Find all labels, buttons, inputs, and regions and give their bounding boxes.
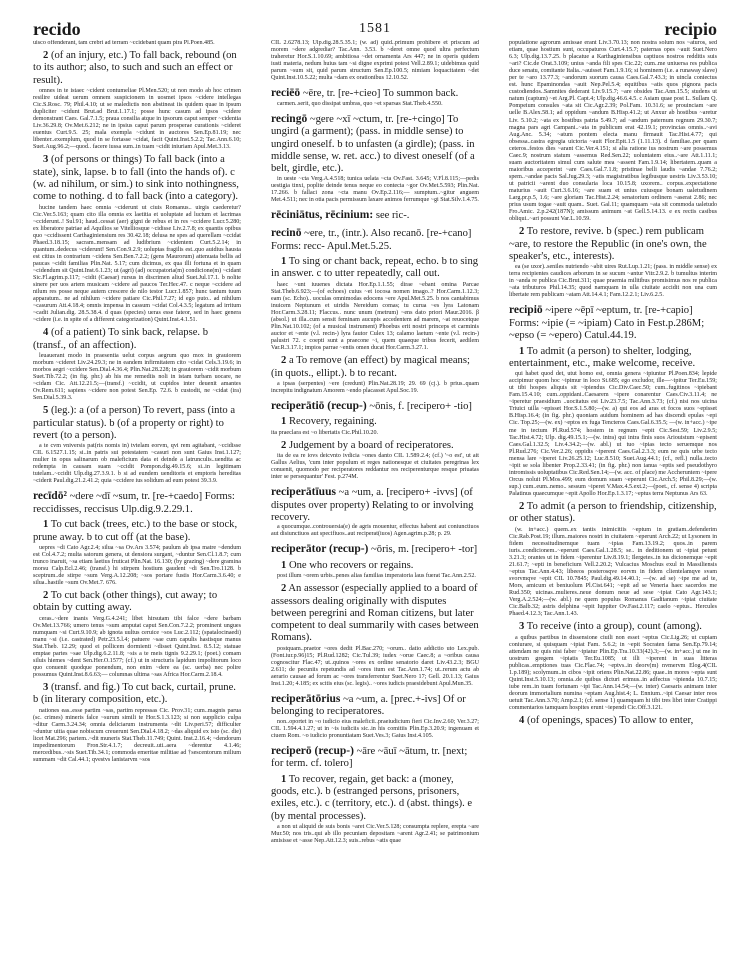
sense-text: To admit (a person) to shelter, lodging, entertainment, etc., make welcome, receive. [509, 345, 696, 369]
sense-text: (leg.): a (of a person) To revert, pass (into a particular status). b (of a property or right) to revert (to a person). [33, 405, 236, 441]
dictionary-entry-headword [271, 486, 479, 524]
sense-text: Judgement by a board of reciperatores. [288, 439, 454, 451]
citation-block: a te cvm vniversis pat(ris nomis in) tvtelam eorvm, qvi rem agitabant, ~ccidisse CIL 6.1527.1.15; si..in patris sui potestatem ~casuri non sunt Gaius Inst.1.127; mulier in opus salinarum ob maleficium data et deinde a latrunculis..uendita ac redempta in causam suam ~ccidit Pompon.dig.49.15.6; si..in legitimam tutelam..~ccidit Ulp.dig.27.3.9.1. b si ad eundem uenditoris et emptoris hereditas ~ciderit Paul.dig.21.2.41.2; quia ~ccidere ius solidum ad eum potest 39.3.9. [33, 443, 241, 485]
running-header [33, 15, 717, 39]
headword: rēciniātus, rēcinium: [271, 208, 374, 221]
sense-number: 3 [43, 154, 49, 166]
sense-text: An assessor (especially applied to a board of assessors dealing originally with disputes between peregrini and Roman citizens, but later competent to deal summarily with cases between Romans). [271, 583, 479, 644]
sense-text: (of openings, spaces) To allow to enter, [526, 715, 694, 727]
sense-number: 1 [281, 256, 287, 268]
dictionary-entry-headword [509, 304, 717, 342]
sense-number: 3 [519, 621, 525, 633]
entry-etymology: ~a ~um, a. [recipero+ -ivvs] (of disputes over property) Relating to or involving recovery. [271, 487, 474, 523]
sense-number: 5 [43, 405, 49, 417]
column-2 [271, 40, 479, 940]
column-3 [509, 40, 717, 940]
sense-number: 1 [43, 519, 49, 531]
sense-number: 2 [519, 226, 525, 238]
citation-block: ita de ea re iovs deicvnto ivdicia ~ones danto CIL 1.589.2.4; (cf.) '~o est', ut ait Gallus Aelius, 'cum inter populum et reges nationesque et ciuitates peregrinas lex conuenit, quomodo per reciperatores reddantur res reciperenturque resque priuatas inter se persequantur' Fest. p.274M. [271, 452, 479, 481]
citation-block: a quocumque..controuersia(e) de agris mouentur, effectus habent aut coniunctiuos aut disiunctiuos aut specifiuos..aut reciperat(iuos) Agen.agrim.p.28; p. 29. [271, 524, 479, 538]
sense-definition [509, 501, 717, 526]
sense-number: 1 [281, 773, 287, 785]
sense-number: 4 [43, 327, 49, 339]
sense-text: To restore, revive. b (spec.) rem publicam ~are, to restore the Republic (in one's own, the speaker's, etc., interests). [509, 226, 707, 262]
headword: recingō [271, 112, 308, 125]
citation-block: post illum ~orem urbis..penes alias familias imperatoria laus fuerat Tac.Ann.2.52. [277, 573, 476, 580]
dictionary-entry-headword [271, 209, 479, 222]
headword: reciperātōrius [271, 692, 341, 705]
sense-number: 1 [519, 345, 525, 357]
citation-block: leuauerant modo in praesentia uelut corpus aegrum quo mox in grauiorem morbum ~cideret Liv.24.29.3; ne in eandem infirmitatem cito ~cidat Cels.3.19.6; in morbos aegri ~ccidere Sen.Dial.4.36.4; Plin.Nat.28.228; in grauiorem ~cidit morbum Suet.Tib.72.2; (in fig. phr.) ab his me remediis noli in istam turbam uocare, ne ~cidam Cic. Att.12.21.5;—(transf.) ~ccidit, ut cupidos inter deuenit amantes Ov.Rem.611; sapiens ~cidere non potest Sen.Ep. 72.6. b custodit, ne ~cidat (ira) Sen.Dial.5.39.3. [33, 352, 241, 402]
sense-number: 2 [281, 583, 287, 595]
sense-text: (of persons or things) To fall back (into a state), sink, lapse. b to fall (into the hands of). c (w. ad nihilum, or sim.) to sink into nothingness, come to nothing. d to fall back (into a category). [33, 154, 239, 203]
citation-block: uepres ~di Cato Agr.2.4; silua ~sa Ov.Ars 3.574; paulum ab ipsa matre ~dendum est Col.4.7.2; multa satorum genera, ut densiora surgant, ~duntur Sen.Cl.1.8.7; cum trunco inaruit, ~sa etiam laetius fruticat Plin.Nat. 16.130; (by grazing) ~dere gramina morsu Calp.Ecl.2.46; (transf.) hi stirpem hostium gaudent ~di Sen.Tro.1128. b sceptrum..de stirpe ~sum Verg.A.12.208; ~sos portare fustis Hor.Carm.3.6.40; e silua..hastile ~sum Ov.Met.7. 676. [33, 544, 241, 587]
page-number: 1581 [359, 21, 391, 36]
entry-etymology: ~ōris, m. [recipero+ -tor] [371, 544, 478, 556]
headword: recīdō² [33, 490, 67, 503]
sense-definition [271, 440, 479, 452]
dictionary-entry-headword [271, 693, 479, 719]
sense-definition [33, 682, 241, 707]
sense-number: 2 [281, 355, 287, 367]
dictionary-entry-headword [271, 400, 479, 413]
sense-definition [509, 621, 717, 633]
citation-block: uisco offenderant, tam crebri ad terram ~ccidebant quam pira Pl.Poen.485. [33, 40, 215, 46]
citation-block: populatione agrorum amissae erant Liv.3.70.13; non nostra solum nos ~aturos, sed etiam, quae hostium sunt, occupaturos Curt.4.15.7; paternas opes ~auit Suet.Nero 6.3; Ulp.dig.13.7.25. b placatue a Karthaginiensibus captiuos nostros redditis suis ~ari? Cic.de Orat.3.109; unius ~anda fili spes Cic.22; cum..me uniuersa res publica duce senatu, comitante Italia..~auisset Fam.1.9.16; si hominem (i.e. a runaway slave) per te ~aro 13.77.3; ~andorum suorum causa Caes.Gal.7.43.3; in uincla coniectus est. hunc Epaminondas ~auit Nep.Pel.5.4; equitibus ~atis quos pignora pacis custodiendos..Samnites dederant Liv.9.15.7; ~are obsides Tac.Ann.15.5; studens ut natum (captum) ~et Arg.Pl. Capt.4; Ulp.dig.46.6.4.5. c Asiam quae post L. Sullam Q. Pompeium consules ~ata sit Cic.Agr.2.39; Pol.Fam. 10.31.6; se prouinciam ~are uelle B.Alex.58.1; ad oppidum ~andum B.Hisp.41.2; ut Anxur ab hostibus ~aretur Liv. 5.10.2; ~ata ex hostibus patria 5.49.7; ad ~andum paternum regnum 29.30.7; magna pars agri Campani..~ata in publicum erat 42.19.1; provincias omnis..~avi Aug.Anc. 5.34; ~atum pontem electa manu firmauit Tac.Hist.4.77; qui obsessa..castra egregia uictoria ~auit Flor.Epit.1.5 (1.11.13). d familiae..per quam ceteros..festos dies ~arant Cic.Ver.4.151; si alia ratione ius nostrum ~are possemus Caec.9; nostrum statum ~assemus Red.Sen.22; uoluntatem eius..~are Att.1.11.1; suam auctoritatem simul cum salute mea ~assent Fam.1.9.14; libertatem..quam a maioribus acceperint ~are Caes.Gal.7.1.8; pristinae belli laudis ~andae 7.76.2; spem..~andae pacis Sal.Jug.29.3; ~atis magistratibus legibusque uestris Liv.3.53.10; ut patricii ~arent duo consularia loca 10.15.8; uxorem.. corpus..expectatione maturius ~auit Curt.3.6.16; ~are suam et unius cuiusque bonam ualetudinem Larg.pr.p.5, 1.6; ~are gloriam Tac.Hist.2.24; senatorium ordinem ~aserat 2.86; nec prius usum togae ~auit quam.. Suet. Gal.11; quamquam ~ata sit commoda ualetudo Fro.Amic. 2.p.242(187N); amissum animum ~at Gell.5.14.13. e ex rectis casibus obliqui..~ari possunt Var.L.10.59. [509, 40, 717, 223]
entry-etymology: ~āre ~āuī ~ātum, tr. [next; for term. cf. tolero] [271, 745, 468, 770]
sense-definition [271, 560, 479, 572]
sense-text: a To remove (an effect) by magical means; (in quots., ellipt.). b to recant. [271, 355, 470, 379]
headword: recipiō [509, 304, 543, 317]
sense-definition [33, 405, 241, 442]
sense-definition [33, 519, 241, 544]
sense-definition [271, 355, 479, 380]
citation-block: a non ut aliquid de suis bonis ~aret Cic.Ver.5.128; consumpta replere, erepta ~are Mur.50; nos tris..qui ab illo pecuniam depositam ~arent Agr.2.41; se patrimonium amisisse et ~asse Nep.Att.12.3; suis..rebus ~atis quae [271, 823, 479, 845]
entry-etymology: ~ēre, tr. [re-+cieo] To summon back. [302, 88, 459, 100]
sense-text: To admit (a person to friendship, citizenship, or other status). [509, 501, 717, 525]
sense-number: 1 [281, 559, 287, 571]
sense-number: 2 [519, 501, 525, 512]
sense-text: Recovery, regaining. [288, 416, 377, 428]
sense-number: 3 [43, 682, 49, 694]
sense-definition [271, 256, 479, 281]
citation-block: nationes eas..esse partim ~sas, partim repressas Cic. Prov.31; cum..magnis parua (sc. crimes) mineris falce ~surum simili te Hor.S.1.3.123; si non supplicio culpa ~ditur Carm.3.24.34; omnia deliciarum instrumenta ~dit Liv.peri.57; difficulter ~duntur uitia quae nobiscum creuerunt Sen.Dial.4.18.2; ~das aliquid ex isto (sc. die) licet Mat.296; partem..~dit muneris Stat.Theb.11.749; Quint. Inst.2.16.4; ~dendorum impedimentorum Fron.Str.4.1.7; decreuit..uti..aera ~derentur 4.1.46; mercedibus..~sis Suet.Tib.34.1; commoda emeritae militiae ad †sescentorum milium summam ~dit Cal.44.1; qvestvs lanistarvm ~sos [33, 707, 241, 764]
sense-definition [33, 154, 241, 203]
sense-text: To cut back (other things), cut away; to obtain by cutting away. [33, 590, 218, 614]
sense-definition [271, 416, 479, 428]
sense-text: To cut back (trees, etc.) to the base or stock, prune away. b to cut off (at the base). [33, 519, 238, 543]
headword: reciperō (recup-) [271, 744, 354, 757]
sense-number: 2 [43, 50, 49, 62]
entry-etymology: ~a ~um, a. [prec.+-ivs] Of or belonging to reciperatores. [271, 693, 466, 718]
sense-definition [509, 346, 717, 371]
sense-text: To receive (into a group), count (among). [526, 621, 702, 633]
citation-block: non..oportet in ~o iudicio eius maleficii..praeiudicium fieri Cic.Inv.2.60; Ver.3.27; CIL 1.594.4.1.27; ut in ~is iudiciis sic..in his comitiis Plin.Ep.3.20.9; ingenuam et ciuem Rom. ~o iudicio pronuntiatam Suet.Ves.3; Gaius Inst.4.105. [271, 718, 479, 739]
entry-etymology: ~ipere ~ēpī ~eptum, tr. [re-+capio] Forms: ~ipie (= ~ipiam) Cato in Fest.p.286M; ~epso (= ~epero) Catul.44.19. [509, 305, 705, 342]
entry-etymology: ~gere ~xī ~ctum, tr. [re-+cingo] To ungird (a garment); (pass. in middle sense) to ungird oneself. b to unfasten (a girdle); (pass. in middle sense, w. ret. acc.) to divest oneself (of a belt, girdle, etc.). [271, 113, 475, 175]
entry-etymology: see ric-. [375, 209, 410, 221]
dictionary-entry-headword [271, 745, 479, 771]
citation-block: (w. in+acc.) quem..ex tantis inimicitiis ~eptum in gratiam..defenderim Cic.Rab.Post.19; illum..maiores nostri in ciuitatem ~eperunt Arch.22; ut Lysonem in fidem necessitudinemque tuam ~ipias Fam.13.19.2; quos..in parem iuris..condicionem..~eperunt Caes.Gal.1.28.5; se.. in deditionem ut ~ipiat petunt 3.21.3; orantes ut in fidem ~iperentur Liv.8.19.1; Ilergetes..in ius dicionemque ~epit 21.61.7; ~epti in beneficium Vell.2.20.2; Vulcacius Moschus exul in Massiliensis ~eptus Tac.Ann.4.43; libeeos posterosqve eorvm in fidem clientelamqve svam svorvmqve ~epit CIL 10.7845; Paul.dig.49.14.40.1; —(w. ad se) ~ipe me ad te, Mors, amicum et beniuolum Pl.Cist.641; ~epit ad se Veneria haec sacerdos me Rud.350; uicinas..mulieres..neue domum neue ad sese ~ipiat Cato Agr.143.1; Verg.A.2.524;—(w. abl.) ne quem populus Romanus Gaditanum ~ipiat ciuitate Cic.Balb.32; astris delphina ~epit Iuppiter Ov.Fast.2.117; caelo ~eptus.. Hercules Phaed.4.12.3; Tac.Ann.1.43. [509, 526, 717, 618]
sense-text: (of a patient) To sink back, relapse. b (transf., of an affection). [33, 327, 208, 351]
sense-definition [33, 327, 241, 352]
dictionary-entry-headword [33, 490, 241, 516]
sense-definition [509, 715, 717, 727]
entry-etymology: ~ōnis, f. [recipero+ -tio] [369, 400, 472, 412]
citation-block: qui habet quod det, utut homo est, omnia genera ~ipiuntur Pl.Poen.834; lepide accipimur quom hoc ~ipimur in loco St.685; ego excludor, ille—~ipitur Ter.Eu.159; ut tibi hospes aliquis sit ~ipiendus Cic.Div.Caec.50; cum..fugitinos ~ipiebant Fam.15.4.10; cum..oppidani..Caesarem ~ipere conarentur Caes.Civ.3.11.4; ne ~iperetur praesidium ..uocitatus est Liv.23.7.5; Tac.Ann.3.73; (cf.) nisi nos uicina Triuici uilla ~episset Hor.S.1.5.80;—(w. a) qui eos ad aras et focos suos ~episset B.Hisp.16.4; (in fig. phr.) quoniam auidum hominem ad has discendi epulas ~epi Cic. Top.25;—(w. ex) ~eptos ex fuga Tencteros Caes.Gal.6.35.5; —(w. in+acc.) ~ipe me in tectum Pl.Rud.574; hostem in regnum ~epit Cic.Sest.59; Liv.2.9.5; Tac.Hist.4.72; Ulp. dig.49.15.1;—(w. intra) qui intra finis suos Ariouistum ~episent Caes.Gal.1.32.5; Liv.4.34.2;—(w. abl.) ut tuo ~ipias tecto seruemque nos Pl.Rud.276; Cic.Ver.2.26; oppidis ~iperent Caes.Gal.2.3.3; eum ne quis urbe tecto mensa lare ~iperet Liv.26.25.12; Luc.8.510; Suet.Aug.44.1; (cf., refl.) nulla..tecto ~ipit se sola libenter Prop.2.33.41; (in fig. phr.) non ianua ~eptis sed pseudothyro intromissis uoluptatibus Cic.Red.Sen.14;—(w. acc. of place) me Accheruntem ~ipere Orcus noluit Pl.Mos.499; eum domum suam ~eperunt Cic.Arch.5; Phil.8.29;—(w. sup.) cum..eum..nemo.. sessum ~iperet V.Max.4.5.ext.2;—(poet., cf. sense 4) scripta Palatinus quaecumque ~epit Apollo Hor.Ep.1.3.17; ~eptus terra Neptunus Ars 63. [509, 371, 717, 497]
dictionary-entry-headword [271, 227, 479, 253]
sense-definition [33, 50, 241, 87]
dictionary-entry-headword [271, 543, 479, 556]
column-1 [33, 40, 241, 940]
sense-definition [271, 583, 479, 644]
sense-text: (transf. and fig.) To cut back, curtail, prune. b (in literary composition, etc.). [33, 682, 236, 706]
dictionary-entry-headword [271, 87, 479, 100]
citation-block: ea (se uxor)..seniles nutriendo ~abit uires Rut.Lup.1.21; (pass. in middle sense) ex terra recipientes caudices arborum in se sucum ~antur Vitr.2.9.2. b tumultus interim in ~anda re publica Cic.Brut.311; quae praemia militibus promisimus nos re publica ~ata tributuros Phil.14.35; quod namquam in ulla ciuitate accidit non una cum libertate rem publicam ~atam Att.14.4.1; Fam.12.2.1; Liv.6.2.5. [509, 264, 717, 299]
headword: reciēō [271, 87, 301, 100]
headword: reciperātiō (recup-) [271, 399, 367, 412]
sense-number: 4 [519, 715, 525, 727]
citation-block: in ueste ~cta Verg.A.4.518; tunica uelata ~cta Ov.Fast. 3.645; V.Fl.8.115;—pedis uestigia tinxi, poplite deinde tenus neque eo contecta ~gor Ov.Met.5.593; Plin.Nat. 17.266. b fallaci zona ~cta manu Ov.Ep.2.116;— sumptum..~gitur anguem Met.4.511; nec in otia pacis permissum laxare animos ferrumque ~gi Stat.Silv.1.4.75. [271, 175, 479, 203]
sense-text: To sing or chant back, repeat, echo. b to sing in answer. c to utter repeatedly, call out. [271, 256, 479, 280]
sense-definition [33, 590, 241, 615]
citation-block: carmen..serit, quo dissipat umbras, quo ~et sparsas Stat.Theb.4.550. [277, 100, 443, 107]
sense-definition [271, 774, 479, 823]
entry-etymology: ~ere, tr., (intr.). Also recanō. [re-+cano] Forms: recc- Apul.Met.5.25. [271, 228, 472, 252]
citation-block: hucine tandem haec omnia ~ciderunt ut ciuis Romanus.. uirgis caederetur? Cic.Ver.5.163; quam cito illa omnia ex laetitia et uoluptate ad luctum et lacrimas ~cciderunt..! Sul.91; haud..cessat (aer) gigni de rebus et in res ~ccidere Lucr.5.280; ex liberatore patriae ad Aquilios se Vitelliosque ~cidisse Liv.2.7.8; ex quantis opibus quo ~ccidissent Carthaginiensium res 30.42.18; delusa ne spes ad querellam ~ccidat Phaed.3.18.15; sacram..mensam ad ludibrium ~cidentem Curt.5.2.14; in quantum..dedecus ~ciderunt! Sen.Con.9.2.9; uoluptas fragilis est..quo auidius hausta est citius in contrarium ~cidens Sen.Ben.7.2.2; (gens Maurorum) attenuata bellis ad paucas ~cidit familias Plin.Nat. 5.17; cum dicimus, ex qua illi fortuna et in quam ~cidendum sit Quint.Inst.6.1.23; ut (agri) (ad) occupatoria(m) condicione(m) ~cidant Sic.Fl.agrim.p.117; ~cidit (Caesar) rursus in discrimen aliud Suet.Jul.17.1. b nolite sinere per uos artem musicam ~cidere ad paucos Ter.Hec.47. c neque ~ccidere ad nilum res posse neque autem crescere de nilo testor Lucr.1.857; hunc tantum tuum apparatum.. ne ad nihilum ~cidere patiare Cic.Phil.7.27; id ego puto.. ad nihilum ~casurum Att.4.18.4; omnis impensa in cassum ~cidat Col.4.3.5; legatum ad irritum ~cadit Julian.dig. 28.5.38.4. d quas (species) ueras esse fateor, sed in haec genera ~cidere (i.e. in spite of a different categorization) Quint.Inst.4.1.51. [33, 204, 241, 324]
sense-definition [509, 226, 717, 263]
sense-number: 2 [281, 439, 287, 451]
headword: reciperātor (recup-) [271, 543, 369, 556]
citation-block: haec ~unt iuuenes dictata Hor.Ep.1.1.55; dirae ~ebant omina Parcae Stat.Theb.6.923;—(of echoes) cuius ~et iocosa nomen imago..? Hor.Carm.1.12.3; eam (sc. Echo).. uoculas omnimodas edocens ~ere Apul.Met.5.25. b nos cantabimus inuicem Neptunum et uiridis Nereidum comas; tu curua ~es lyra Latonam Hor.Carm.3.28.11; Flaccus.. nunc unum (metrum) ~ens dato priori Maur.2016. β (absol.) ut illa..cum sensit feminam aucupis accedentem ad marem, ~at reuocetque Plin.Nat.10.102; (of a musical instrument) Phoebus erit nostri princeps et carminis auctor et ~ente (v.l. recin-) lyra fautor Culex 13; calamo laetum ~ente (v.l. recin-) palustri 72. c coepti sunt a praecone ~i, quem quaeque tribus fecerit, aedilem Var.R.3.17.1; impios parrae ~entis omen ducat Hor.Carm.3.27.1. [271, 281, 479, 352]
headword: recinō [271, 227, 302, 240]
dictionary-entry-headword [271, 113, 479, 176]
sense-number: 2 [43, 590, 49, 602]
citation-block: a quibus partibus in dissensione ciuili non esset ~eptus Cic.Lig.26; ut cupiam coniurare, si quisquam ~ipiat Fam. 5.6.2; in ~epit Socraten fama Sen.Ep.79.14; attendam ne quis nisi faber ~ipiatur Plin.Ep.Tra.10.33(42).3;—(w. in+acc.) ut me in uostrum gregem ~ipiatis Ter.Eu.1085; ut illi ~iperent in suas litteras publicas..emptiones tuas Cic.Flac.74; ~eptvs..in deorv(m) nvmervm Elog.4(CIL 1.p.189); scolymum..in cibos ~ipit oriens Plin.Nat.22.86; quae..in mores ~epta sunt Quint.Inst.5.10.13; omnia..de quibus dicturi erimus..in adfectus ~ipienda 10.7.15; iube rem..in tuam fortunam ~ipi Tac.Ann.14.54;—(w. inter) Caesaris animam inter deorum immortalium numina ~eptam Aug.hist.4; L. Ennium..~ipi Caesar inter reos uetuit Tac.Ann.3.70; Amp.2.1; (cf. sense 1) quamquam hi tibi tres libri inter Cratippi commentarios tamquam hospites erunt ~iependi Cic.Off.3.121. [509, 634, 717, 711]
citation-block: postquam..praetor ~ores dedit Pl.Bac.270; ~orum.. datio addictio uto Lex.pub.(Font.iur.p.96)15; Pl.Rud.1282; Cic.Tul.39; iudex ~orue Caec.8; a ~oribus causa cognoscitur Flac.47; ut..quinos ~ores ex ordine senatorio daret Liv.43.2.3; BGU 2.611; de pecuniis repetundis ad ~ores itum est Tac.Ann.1.74; ut..rerum actu ab aerario causae ad forum ac ~ores transferrentur Suet.Nero 17; Gell. 20.1.13; Gaius Inst.1.20; 4.185; ex scitis eius (sc. legis).. ~ores iudicis praesidebunt Apul.Mun.35. [271, 645, 479, 687]
sense-number: 1 [281, 416, 287, 428]
guide-word-left: recido [33, 19, 81, 39]
citation-block: ita praeclara est ~o libertatis Cic.Phil.10.20. [271, 429, 379, 436]
sense-text: To recover, regain, get back: a (money, goods, etc.). b (estranged persons, prisoners, exiles, etc.). c (territory, etc.). d (abst. things). e (by mental processes). [271, 773, 473, 822]
guide-word-right: recipio [664, 19, 717, 39]
sense-text: (of an injury, etc.) To fall back, rebound (on to its author; also, to such and such an effect or result). [33, 50, 237, 86]
entry-etymology: ~dere ~dī ~sum, tr. [re-+caedo] Forms: reccidisses, reccisus Ulp.dig.9.2.29.1. [33, 491, 235, 515]
headword: reciperātīuus [271, 486, 336, 499]
citation-block: ceras..~dere inanis Verg.G.4.241; libet hirsutam tibi falce ~dere barbam Ov.Met.13.766; umero tenus ~sum amputat caput Sen.Con.7.2.2; prominent ungues numquam ~si Curt.9.10.9; ab ignota uultus ceruice ~sos Luc.2.112; (spatalocinaedi) manu ~si (i.e. castrated) Petr.23.5.l.4; patuere ~sae cum capulis hastisque manus Stat.Theb. 12.29; quod ei pollicem dormienti ~disset Quint.Inst. 8.5.12; statuae emptae partes ~sae Ulp.dig.6.2.11.8; ~sis a te meis tignis 9.2.29.1; (poet.) comam siluis hiemes ~dent Sen.Her.O.1577; (cf.) ut in structuris lapidum impolitorum loco quo conuenit quodque ponendum, non enim ~dere ea (sc. uerba) nec polire possumus Quint.Inst.8.6.63;— columnas ultima ~sas Africa Hor.Carm.2.18.4. [33, 615, 241, 679]
citation-block: omnes in te istaec ~cident contumeliae Pl.Men.520; ut non modo ab hoc crimen resilire uideat uerum omnem suspicionem in uosmet ipsos ~cidere intellegas Cic.S.Rosc. 79; Phil.4.10; ut se maledictis non abstineat iis quidem quae in ipsum dupliciter ~cidunt Brut.ad Brut.1.17.1; posse hunc casum ad ipsos ~cidere demonstrant Caes. Gal.7.1.5; praua consilia atque in ipsorum caput semper ~cidentia Liv.36.29.8; Ov.Met.6.212; ne in ipsius caput parum prosperae curationis ~cideret euentus Curt.9.5. 25; mala exempla ~cidunt in auctores Sen.Ep.81.19; nec libenter..exemplum, quod in se fortasse ~cidat, facit Quint.Inst.5.2.2; Tac.Ann.6.10; Suet.Aug.96.2;—quod.. facere iussa sum..in tuam ~cidit iniuriam Apul.Met.3.13. [33, 87, 241, 151]
citation-block: a ipsas (serpentes) ~ere (credunt) Plin.Nat.28.19; 29. 69 (cj.). b prius..quam increpitu indignatum Amorem ~endo placasset Apul.Soc.19. [271, 380, 479, 394]
citation-block: CIL 2.6278.13; Ulp.dig.28.5.35.1; (w. ad) quid..primum prohibere et priscum ad morem ~dere adgrediar? Tac.Ann. 3.53. b ~deret omne quod ultra perfectum traheretur Hor.S.1.10.69; ambitiosa ~det ornamenta Ars 447; ne in operis quidem iusti materia, nedum huius tam ~si digne exprimi potest Vell.2.89.1; uidebimus quid parum ~sum sit, quid parum structum Sen.Ep.100.5; nimiam loquacitatem ~det Quint.Inst.10.5.22; multa ~dam ex orationibus 12.10.52. [271, 40, 479, 82]
sense-text: One who recovers or regains. [288, 559, 414, 571]
